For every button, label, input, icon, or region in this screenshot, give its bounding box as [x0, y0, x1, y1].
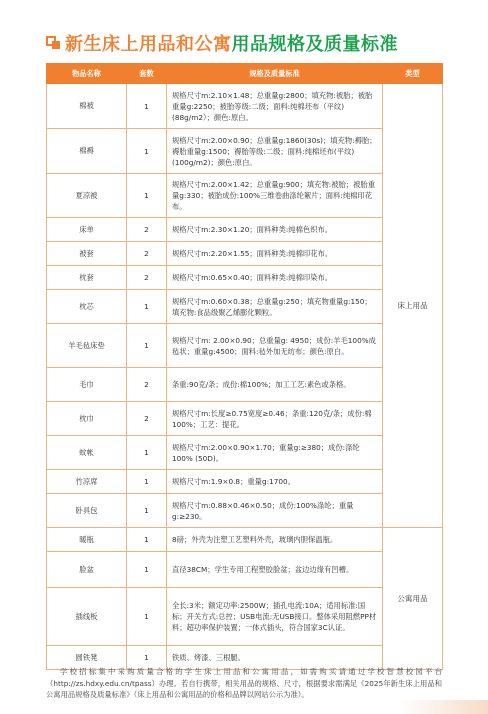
item-name: 暖瓶	[47, 528, 127, 552]
decorative-corner	[398, 700, 488, 714]
item-qty: 2	[127, 242, 167, 266]
item-qty: 1	[127, 552, 167, 588]
item-qty: 1	[127, 436, 167, 470]
item-name: 枕巾	[47, 402, 127, 436]
item-spec: 直径38CM；学生专用工程塑胶脸盆；盆边边缘有凹槽。	[167, 552, 383, 588]
item-name: 竹凉席	[47, 470, 127, 494]
item-spec: 规格尺寸m: 2.00×0.90；总重量g: 4950；成份:羊毛100%成毡状；重量g:4500；面料:毡外加无纺布；颜色:原白。	[167, 324, 383, 368]
item-spec: 8磅；外壳为注塑工艺塑料外壳，玻璃内胆保温瓶。	[167, 528, 383, 552]
table-row	[47, 84, 443, 129]
item-name: 脸盆	[47, 552, 127, 588]
title-part1: 新生床上用品和公寓	[65, 34, 232, 55]
item-spec: 规格尺寸m:1.9×0.8；重量g:1700。	[167, 470, 383, 494]
type-dorm: 公寓用品	[383, 528, 443, 670]
item-name: 被套	[47, 242, 127, 266]
footnote: 学校招标集中采购质量合格的学生床上用品和公寓用品，如需购买请通过学校智慧校园平台（http://zs.hdxy.edu.cn/tpass）办理。若自行携带，相关用品的规格、尺寸，根据要求需满足《2025年新生床上用品和公寓用品规格及质量标准》（床上用品和公寓用品的价格和品牌以网站公示为准）。	[46, 667, 442, 699]
item-name: 枕芯	[47, 290, 127, 324]
item-spec: 规格尺寸m:2.00×0.90；总重量g:1860(30s)；填充物:褥胎；褥胎重量g:1500；褥胎等级:二级；面料:纯棉坯布(平纹)(100g/m2)；颜色:原白。	[167, 129, 383, 174]
item-spec: 规格尺寸m:2.10×1.48；总重量g:2800；填充物:被胎；被胎重量g:2250；被胎等级:二级；面料:纯棉坯布（平纹)(88g/m2）；颜色:原白。	[167, 84, 383, 129]
header-spec: 规格及质量标准	[167, 64, 383, 84]
item-name: 棉被	[47, 84, 127, 129]
item-name: 卧具包	[47, 494, 127, 528]
item-qty: 1	[127, 494, 167, 528]
item-qty: 1	[127, 174, 167, 218]
header-type: 类型	[383, 64, 443, 84]
item-qty: 2	[127, 266, 167, 290]
squares-icon	[46, 35, 62, 51]
item-qty: 2	[127, 402, 167, 436]
item-qty: 1	[127, 646, 167, 670]
item-spec: 规格尺寸m:2.00×1.42；总重量g:900；填充物:被胎；被胎重量g:330；被胎成份:100%三维卷曲涤纶絮片；面料:纯棉印花布。	[167, 174, 383, 218]
item-qty: 2	[127, 368, 167, 402]
item-qty: 1	[127, 290, 167, 324]
item-spec: 规格尺寸m:2.00×0.90×1.70；重量g:≥380；成份:涤纶100% (50D)。	[167, 436, 383, 470]
item-name: 羊毛毡床垫	[47, 324, 127, 368]
spec-table	[46, 63, 443, 670]
header-item-name: 物品名称	[47, 64, 127, 84]
item-name: 床单	[47, 218, 127, 242]
item-name: 蚊帐	[47, 436, 127, 470]
item-qty: 1	[127, 324, 167, 368]
item-qty: 1	[127, 84, 167, 129]
item-name: 圆铁凳	[47, 646, 127, 670]
item-spec: 规格尺寸m:0.60×0.38；总重量g:250；填充物重量g:150；填充物:食品级聚乙烯膨化颗粒。	[167, 290, 383, 324]
item-spec: 铁质、烤漆、三根腿。	[167, 646, 383, 670]
item-qty: 1	[127, 470, 167, 494]
title-text	[65, 30, 398, 56]
item-qty: 1	[127, 528, 167, 552]
item-qty: 1	[127, 588, 167, 646]
item-spec: 条重:90克/条；成份:棉100%；加工工艺:素色或条格。	[167, 368, 383, 402]
item-name: 毛巾	[47, 368, 127, 402]
item-name: 枕套	[47, 266, 127, 290]
item-spec: 规格尺寸m:0.88×0.46×0.50；成份:100%涤纶；重量g:≥230。	[167, 494, 383, 528]
item-name: 棉褥	[47, 129, 127, 174]
type-bedding: 床上用品	[383, 84, 443, 528]
item-qty: 1	[127, 129, 167, 174]
item-name: 插线板	[47, 588, 127, 646]
table-header-row	[47, 64, 443, 84]
item-spec: 规格尺寸m:0.65×0.40；面料种类:纯棉印染布。	[167, 266, 383, 290]
item-spec: 规格尺寸m:长度≥0.75宽度≥0.46；条重:120克/条；成份:棉100%；工艺：提花。	[167, 402, 383, 436]
item-spec: 规格尺寸m:2.20×1.55；面料种类:纯棉印花布。	[167, 242, 383, 266]
item-name: 夏凉被	[47, 174, 127, 218]
item-qty: 2	[127, 218, 167, 242]
table-row	[47, 528, 443, 552]
item-spec: 规格尺寸m:2.30×1.20；面料种类:纯棉色织布。	[167, 218, 383, 242]
item-spec: 全长:3米；额定功率:2500W；插孔电流:10A；适用标准:国标；开关方式:总控；USB电流:无USB接口。整体采用阻燃PP材料；超功率保护装置；一体式插头，符合国家3C认证。	[167, 588, 383, 646]
title-part2: 用品规格及质量标准	[231, 34, 398, 55]
page-title	[46, 30, 398, 56]
header-qty: 套数	[127, 64, 167, 84]
